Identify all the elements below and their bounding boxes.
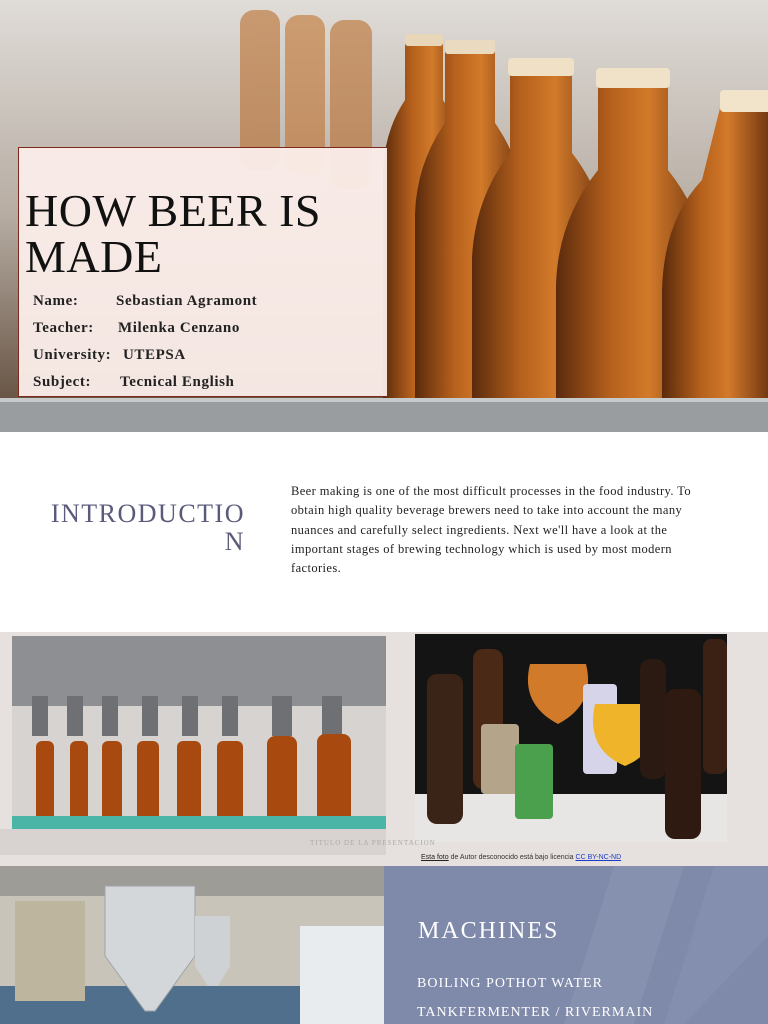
machine-item: TANKFERMENTER / RIVERMAIN [417, 1005, 654, 1020]
machines-panel [384, 866, 768, 1024]
info-teacher [33, 320, 240, 337]
title-slide [0, 0, 768, 432]
info-value: Sebastian Agramont [116, 293, 258, 309]
footer-text: TITULO DE LA PRESENTACION [310, 839, 436, 847]
brewery-tank-photo [0, 866, 384, 1024]
presentation-title: HOW BEER IS MADE [25, 185, 321, 282]
info-value: Milenka Cenzano [118, 320, 240, 336]
machine-item: BOILING POTHOT WATER [417, 976, 603, 991]
info-university [33, 347, 186, 364]
title-card [18, 147, 388, 397]
photos-slide [0, 632, 768, 866]
photo-credit-link[interactable]: Esta foto [421, 854, 449, 861]
photo-credit-text: de Autor desconocido está bajo licencia [448, 854, 576, 861]
beer-assortment-photo [415, 634, 727, 842]
introduction-text: Beer making is one of the most difficult processes in the food industry. To obtain high quality beverage brewers need to take into account the many nuances and carefully select ingredients. Next we'll have a look at the important stages of brewing technology which is used by most modern factories. [291, 484, 692, 576]
info-label: Name: [33, 293, 79, 309]
bottling-line-photo [12, 636, 386, 829]
info-label: University: [33, 347, 112, 363]
license-link[interactable]: CC BY-NC-ND [575, 854, 622, 861]
photo-credit [421, 854, 621, 861]
info-subject [33, 374, 235, 391]
machines-title: MACHINES [418, 918, 560, 944]
info-label: Teacher: [33, 320, 94, 336]
info-label: Subject: [33, 374, 92, 390]
info-value: Tecnical English [120, 374, 235, 390]
introduction-heading: INTRODUCTION [50, 499, 245, 556]
machines-slide [0, 866, 768, 1024]
info-value: UTEPSA [123, 347, 186, 363]
introduction-slide [0, 432, 768, 632]
info-name [33, 293, 258, 310]
